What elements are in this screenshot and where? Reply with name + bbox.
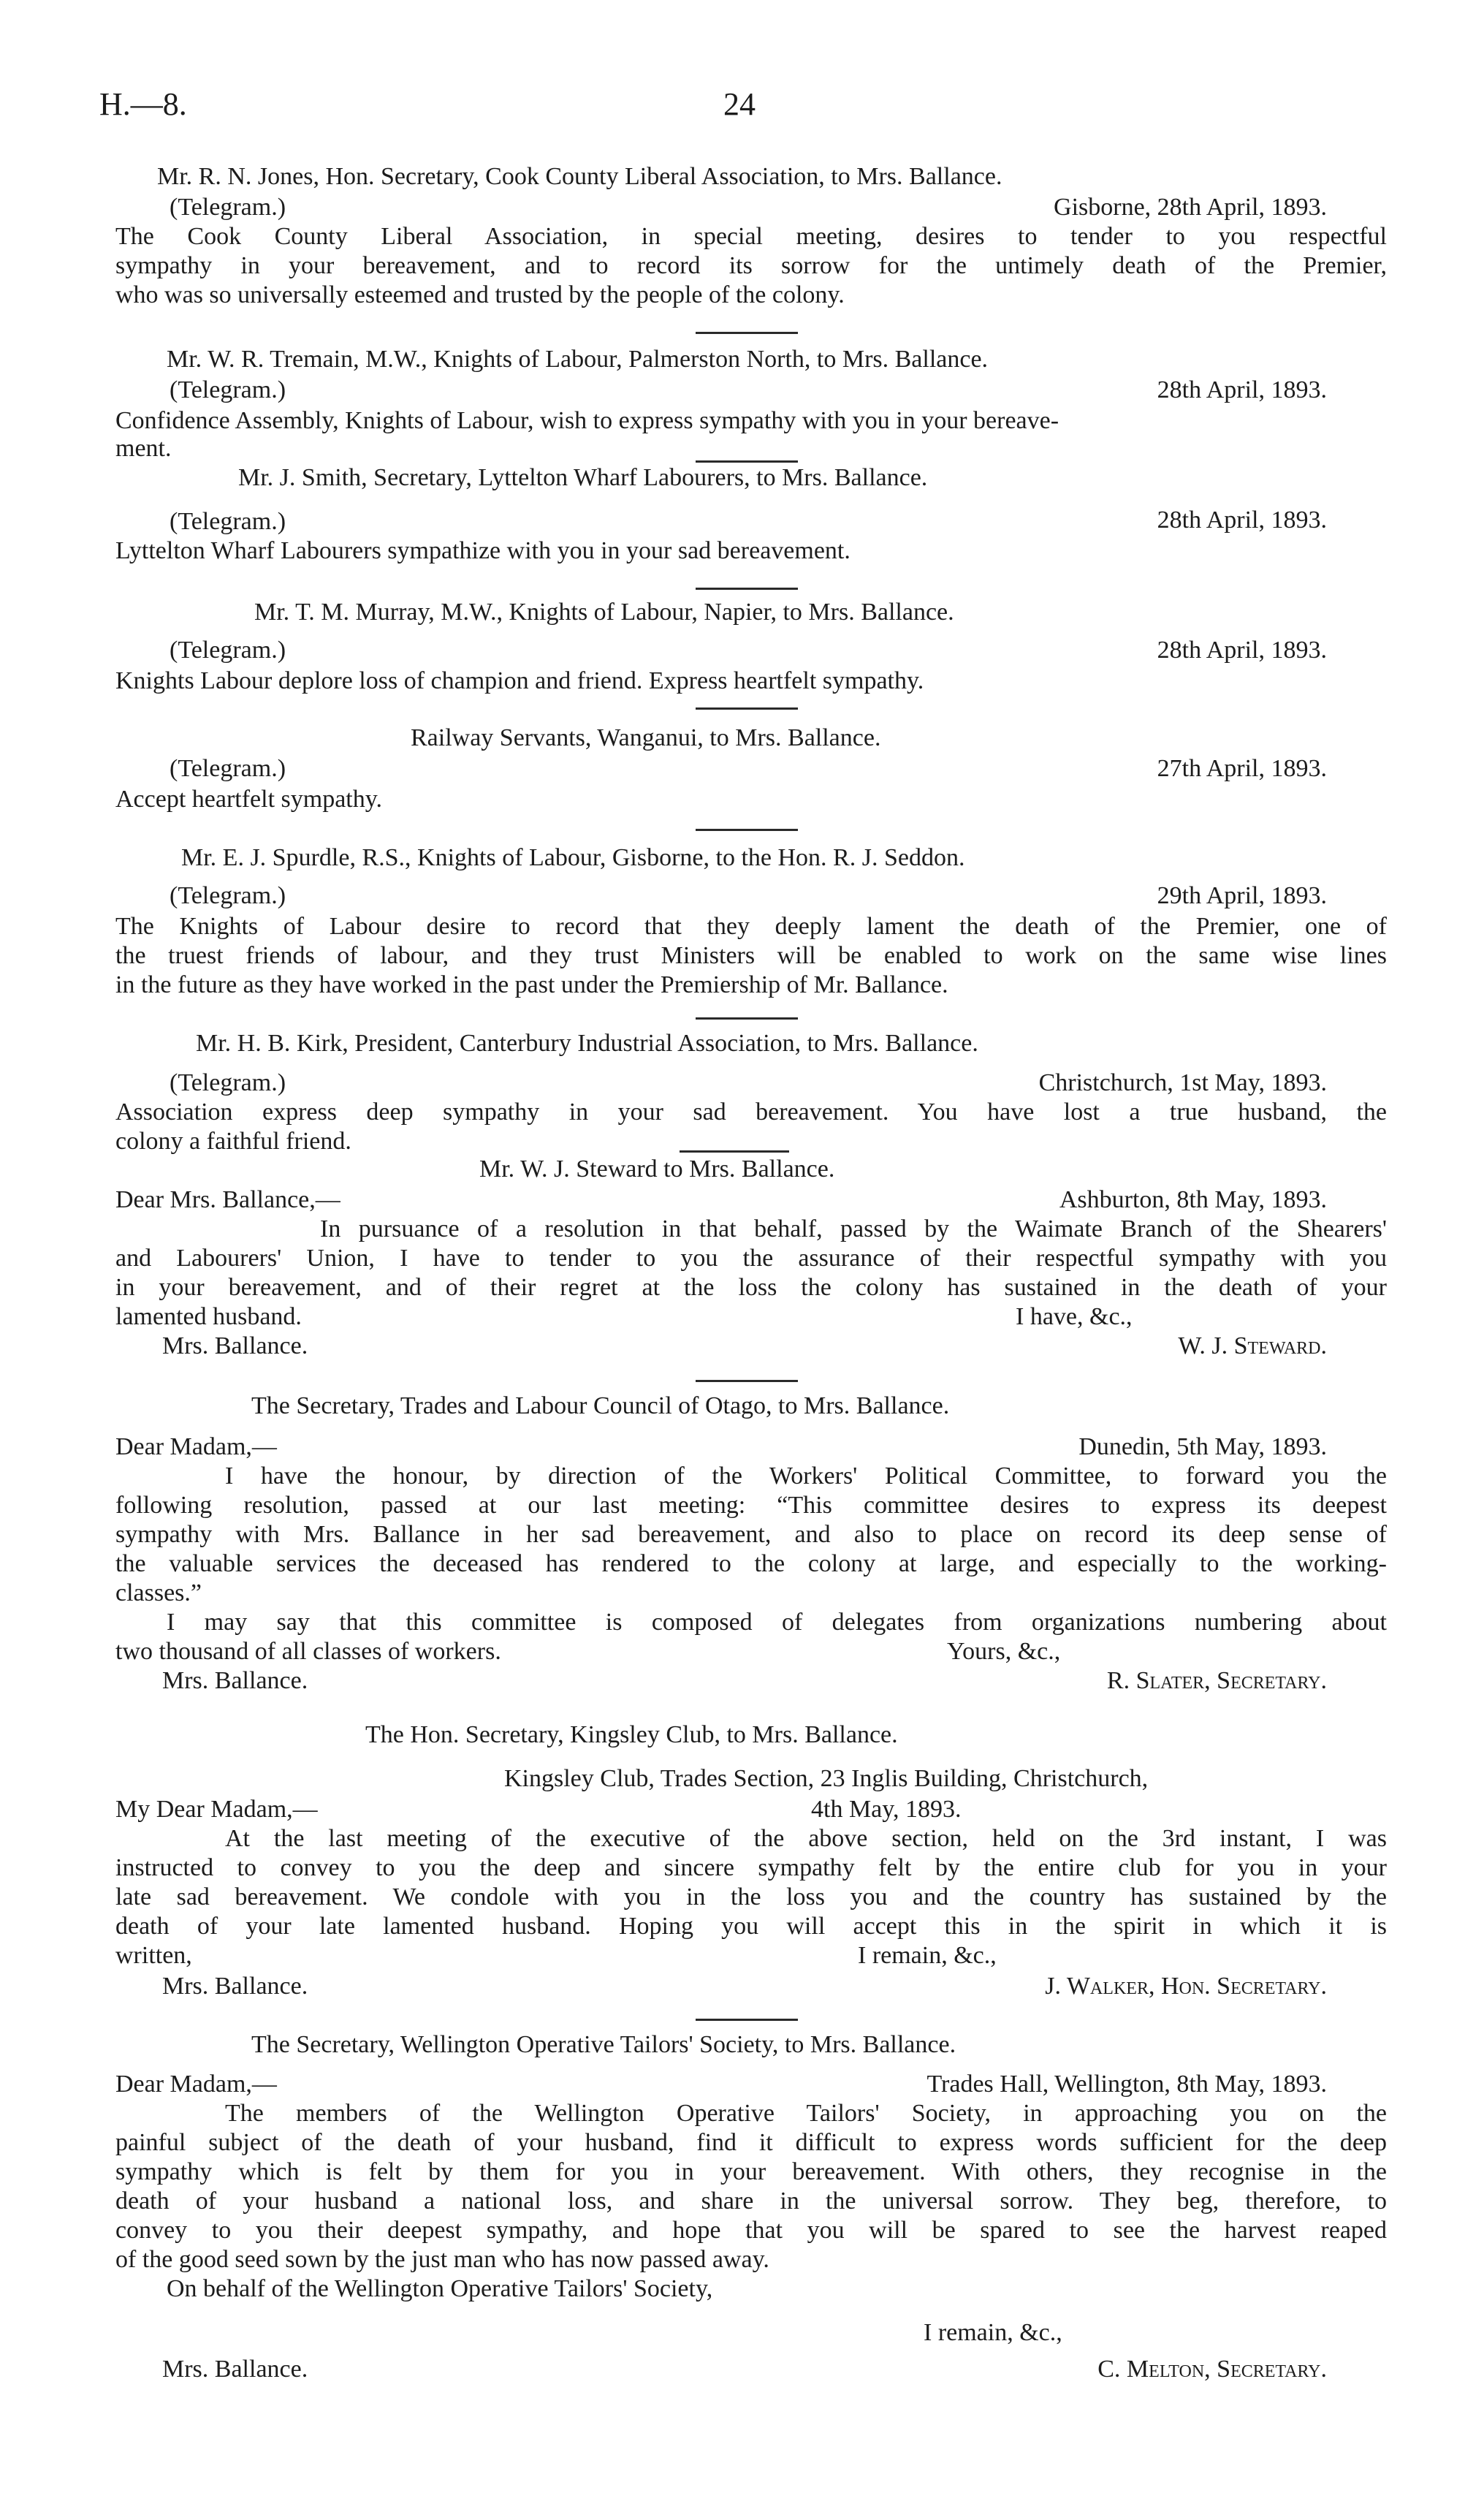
letter-body-line: written, <box>115 1942 192 1969</box>
letter-address: Kingsley Club, Trades Section, 23 Inglis Building, Christchurch, <box>504 1765 1149 1792</box>
letter-dateline: Ashburton, 8th May, 1893. <box>1059 1186 1327 1213</box>
letter-body-line: the valuable services the deceased has rendered to the colony at large, and especially to the working- <box>115 1550 1387 1577</box>
letter-heading: Mr. J. Smith, Secretary, Lyttelton Wharf Labourers, to Mrs. Ballance. <box>238 464 928 491</box>
letter-body-line: At the last meeting of the executive of the above section, held on the 3rd instant, I was <box>225 1825 1387 1852</box>
section-divider <box>696 460 798 463</box>
letter-body-line: Accept heartfelt sympathy. <box>115 786 383 813</box>
section-divider <box>696 707 798 710</box>
letter-body-line: of the good seed sown by the just man who has now passed away. <box>115 2246 769 2273</box>
letter-salutation: My Dear Madam,— <box>115 1796 318 1823</box>
letter-heading: Railway Servants, Wanganui, to Mrs. Ballance. <box>411 724 881 751</box>
letter-salutation: Dear Madam,— <box>115 2071 277 2098</box>
letter-body-line: The Cook County Liberal Association, in special meeting, desires to tender to you respectful <box>115 223 1387 250</box>
letter-note: (Telegram.) <box>170 637 286 664</box>
letter-salutation: Dear Mrs. Ballance,— <box>115 1186 340 1213</box>
letter-body-line: two thousand of all classes of workers. <box>115 1638 501 1665</box>
letter-signature: C. Melton, Secretary. <box>1097 2356 1327 2383</box>
letter-body-line: I have the honour, by direction of the Workers' Political Committee, to forward you the <box>225 1462 1387 1490</box>
letter-signature: W. J. Steward. <box>1178 1332 1327 1359</box>
letter-body-line: sympathy with Mrs. Ballance in her sad bereavement, and also to place on record its deep sense of <box>115 1521 1387 1548</box>
letter-closing: I remain, &c., <box>858 1942 997 1969</box>
section-divider <box>696 829 798 831</box>
document-reference: H.—8. <box>99 86 187 122</box>
letter-body-line: instructed to convey to you the deep and sincere sympathy felt by the entire club for you in your <box>115 1854 1387 1881</box>
letter-body-line: sympathy in your bereavement, and to record its sorrow for the untimely death of the Premier, <box>115 252 1387 279</box>
letter-body-line: and Labourers' Union, I have to tender to you the assurance of their respectful sympathy with you <box>115 1245 1387 1272</box>
letter-heading: The Secretary, Wellington Operative Tailors' Society, to Mrs. Ballance. <box>251 2031 956 2058</box>
letter-body-line: Association express deep sympathy in your sad bereavement. You have lost a true husband, the <box>115 1098 1387 1126</box>
letter-body-line: In pursuance of a resolution in that behalf, passed by the Waimate Branch of the Shearers' <box>320 1215 1387 1242</box>
letter-closing: I have, &c., <box>1016 1303 1133 1330</box>
letter-heading: Mr. E. J. Spurdle, R.S., Knights of Labour, Gisborne, to the Hon. R. J. Seddon. <box>181 844 965 871</box>
letter-body-line: The members of the Wellington Operative Tailors' Society, in approaching you on the <box>225 2100 1387 2127</box>
letter-body-line: colony a faithful friend. <box>115 1128 351 1155</box>
letter-heading: Mr. W. R. Tremain, M.W., Knights of Labour, Palmerston North, to Mrs. Ballance. <box>167 346 989 373</box>
letter-heading: The Secretary, Trades and Labour Council of Otago, to Mrs. Ballance. <box>251 1392 950 1419</box>
letter-body-line: death of your late lamented husband. Hoping you will accept this in the spirit in which it is <box>115 1913 1387 1940</box>
letter-dateline: 28th April, 1893. <box>1157 637 1327 664</box>
letter-heading: The Hon. Secretary, Kingsley Club, to Mrs. Ballance. <box>365 1721 898 1748</box>
letter-dateline: 28th April, 1893. <box>1157 506 1327 534</box>
letter-body-line: death of your husband a national loss, and share in the universal sorrow. They beg, therefore, to <box>115 2187 1387 2215</box>
section-divider <box>680 1150 789 1153</box>
letter-addressee: Mrs. Ballance. <box>162 1332 308 1359</box>
letter-addressee: Mrs. Ballance. <box>162 2356 308 2383</box>
section-divider <box>696 2019 798 2021</box>
letter-dateline: Trades Hall, Wellington, 8th May, 1893. <box>926 2071 1327 2098</box>
letter-body-line: classes.” <box>115 1579 202 1606</box>
letter-note: (Telegram.) <box>170 376 286 403</box>
letter-signature-text: J. Walker, Hon. Secretary. <box>1045 1973 1327 2000</box>
letter-body-line: late sad bereavement. We condole with you in the loss you and the country has sustained by the <box>115 1883 1387 1910</box>
letter-addressee: Mrs. Ballance. <box>162 1973 308 2000</box>
letter-closing: Yours, &c., <box>947 1638 1061 1665</box>
letter-salutation: Dear Madam,— <box>115 1433 277 1460</box>
letter-dateline: 28th April, 1893. <box>1157 376 1327 403</box>
letter-body-line: sympathy which is felt by them for you in your bereavement. With others, they recognise in the <box>115 2158 1387 2185</box>
letter-signature: R. Slater, Secretary. <box>1106 1667 1327 1694</box>
letter-note: (Telegram.) <box>170 755 286 782</box>
letter-heading: Mr. H. B. Kirk, President, Canterbury Industrial Association, to Mrs. Ballance. <box>196 1030 978 1057</box>
letter-note: (Telegram.) <box>170 194 286 221</box>
section-divider <box>696 1380 798 1382</box>
letter-body-line: Knights Labour deplore loss of champion and friend. Express heartfelt sympathy. <box>115 667 924 694</box>
section-divider <box>696 588 798 590</box>
letter-body-line: in the future as they have worked in the past under the Premiership of Mr. Ballance. <box>115 971 948 998</box>
letter-body-line: following resolution, passed at our last meeting: “This committee desires to express its deepest <box>115 1492 1387 1519</box>
letter-body-line: Confidence Assembly, Knights of Labour, wish to express sympathy with you in your bereave- <box>115 407 1059 434</box>
letter-heading: Mr. R. N. Jones, Hon. Secretary, Cook County Liberal Association, to Mrs. Ballance. <box>157 163 1002 190</box>
letter-body-line: convey to you their deepest sympathy, and hope that you will be spared to see the harvest reaped <box>115 2217 1387 2244</box>
letter-note: (Telegram.) <box>170 882 286 909</box>
letter-body-line: Lyttelton Wharf Labourers sympathize with you in your sad bereavement. <box>115 537 851 564</box>
letter-dateline: Gisborne, 28th April, 1893. <box>1054 194 1327 221</box>
letter-note: (Telegram.) <box>170 508 286 535</box>
letter-body-line: the truest friends of labour, and they trust Ministers will be enabled to work on the same wise lines <box>115 942 1387 969</box>
letter-body-line: ment. <box>115 435 172 462</box>
letter-body-line: painful subject of the death of your husband, find it difficult to express words sufficient for the deep <box>115 2129 1387 2156</box>
letter-dateline: Dunedin, 5th May, 1893. <box>1078 1433 1327 1460</box>
letter-addressee: Mrs. Ballance. <box>162 1667 308 1694</box>
letter-dateline: Christchurch, 1st May, 1893. <box>1038 1069 1327 1096</box>
letter-dateline: 4th May, 1893. <box>811 1796 962 1823</box>
letter-heading: Mr. W. J. Steward to Mrs. Ballance. <box>479 1156 835 1183</box>
letter-note: (Telegram.) <box>170 1069 286 1096</box>
letter-dateline: 27th April, 1893. <box>1157 755 1327 782</box>
letter-heading: Mr. T. M. Murray, M.W., Knights of Labour, Napier, to Mrs. Ballance. <box>254 599 954 626</box>
letter-body-line: lamented husband. <box>115 1303 302 1330</box>
letter-signature <box>1045 1972 1327 2001</box>
letter-dateline: 29th April, 1893. <box>1157 882 1327 909</box>
letter-body-line: The Knights of Labour desire to record that they deeply lament the death of the Premier, one of <box>115 913 1387 940</box>
letter-body-line: in your bereavement, and of their regret at the loss the colony has sustained in the death of your <box>115 1274 1387 1301</box>
letter-body-line: On behalf of the Wellington Operative Tailors' Society, <box>167 2275 713 2302</box>
section-divider <box>696 1017 798 1020</box>
page-number: 24 <box>723 86 756 122</box>
section-divider <box>696 332 798 334</box>
letter-closing: I remain, &c., <box>924 2319 1062 2346</box>
letter-body-line: who was so universally esteemed and trusted by the people of the colony. <box>115 281 845 308</box>
letter-body-line: I may say that this committee is composed of delegates from organizations numbering about <box>167 1609 1387 1636</box>
